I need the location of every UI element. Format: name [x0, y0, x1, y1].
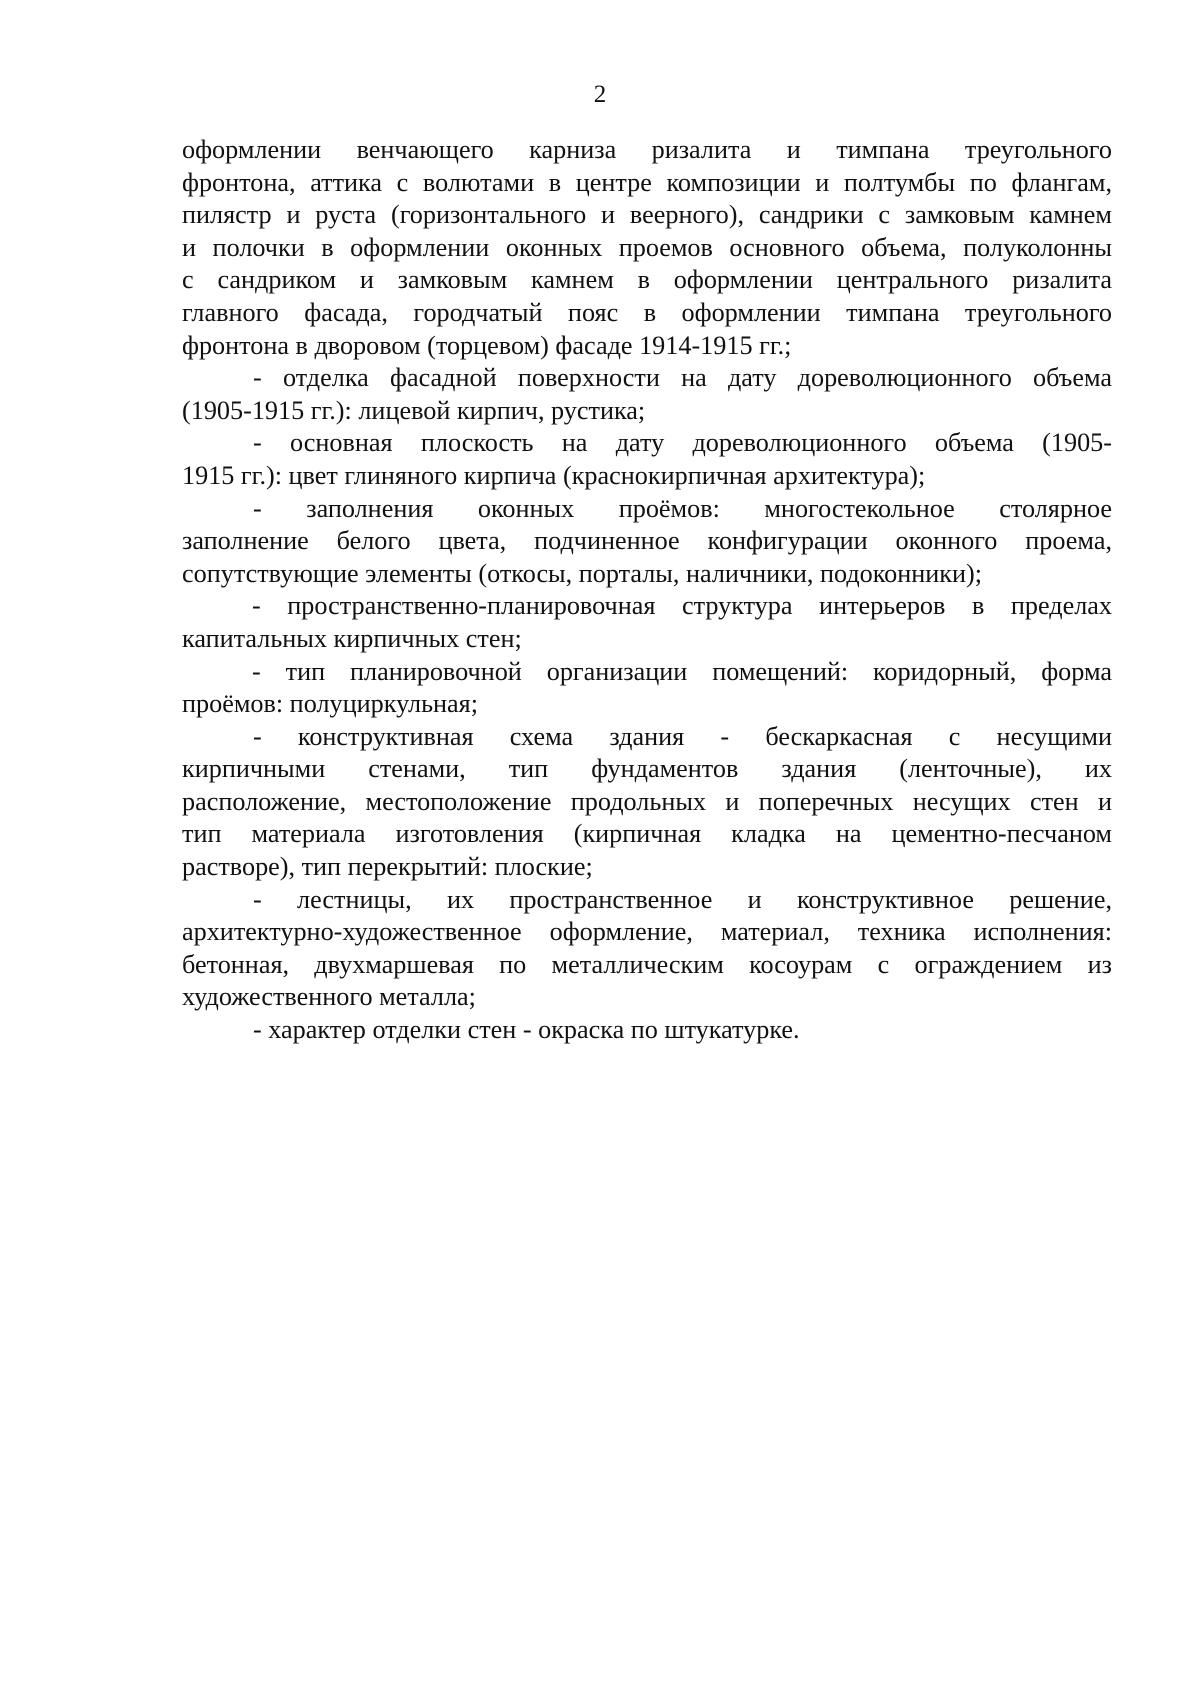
- text-line: художественного металла;: [182, 982, 476, 1012]
- text-line: тип материала изготовления (кирпичная кладка на цементно-песчаном: [182, 819, 1112, 849]
- text-line: с сандриком и замковым камнем в оформлении центрального ризалита: [182, 265, 1112, 295]
- text-line: капитальных кирпичных стен;: [182, 623, 522, 653]
- text-line: фронтона в дворовом (торцевом) фасаде 1914-1915 гг.;: [182, 330, 792, 360]
- text-line: (1905-1915 гг.): лицевой кирпич, рустика;: [182, 395, 646, 425]
- list-item-line: - лестницы, их пространственное и конструктивное решение,: [253, 884, 1112, 914]
- text-line: и полочки в оформлении оконных проемов основного объема, полуколонны: [182, 232, 1112, 262]
- page-number: 2: [593, 81, 607, 108]
- text-line: пилястр и руста (горизонтального и веерного), сандрики с замковым камнем: [182, 200, 1112, 230]
- text-line: расположение, местоположение продольных и поперечных несущих стен и: [182, 786, 1112, 816]
- text-line: проёмов: полуциркульная;: [182, 689, 478, 719]
- text-line: кирпичными стенами, тип фундаментов здания (ленточные), их: [182, 754, 1112, 784]
- list-item-line: - конструктивная схема здания - бескаркасная с несущими: [253, 721, 1112, 751]
- text-line: сопутствующие элементы (откосы, порталы, наличники, подоконники);: [182, 558, 982, 588]
- list-item-line: - характер отделки стен - окраска по штукатурке.: [253, 1015, 800, 1045]
- list-item-line: - отделка фасадной поверхности на дату дореволюционного объема: [253, 363, 1112, 393]
- text-line: фронтона, аттика с волютами в центре композиции и полтумбы по флангам,: [182, 167, 1112, 197]
- text-line: растворе), тип перекрытий: плоские;: [182, 852, 593, 882]
- list-item-line: - заполнения оконных проёмов: многостекольное столярное: [253, 493, 1112, 523]
- text-line: оформлении венчающего карниза ризалита и тимпана треугольного: [182, 135, 1112, 164]
- list-item-line: - пространственно-планировочная структура интерьеров в пределах: [252, 591, 1112, 621]
- document-body: [182, 134, 1112, 1047]
- list-item-line: - тип планировочной организации помещений: коридорный, форма: [252, 656, 1112, 686]
- text-line: архитектурно-художественное оформление, материал, техника исполнения:: [182, 917, 1112, 947]
- list-item-line: - основная плоскость на дату дореволюционного объема (1905-: [253, 428, 1112, 458]
- text-line: 1915 гг.): цвет глиняного кирпича (краснокирпичная архитектура);: [182, 460, 926, 490]
- text-line: заполнение белого цвета, подчиненное конфигурации оконного проема,: [182, 526, 1112, 556]
- text-line: главного фасада, городчатый пояс в оформлении тимпана треугольного: [182, 297, 1112, 327]
- text-line: бетонная, двухмаршевая по металлическим косоурам с ограждением из: [182, 949, 1112, 979]
